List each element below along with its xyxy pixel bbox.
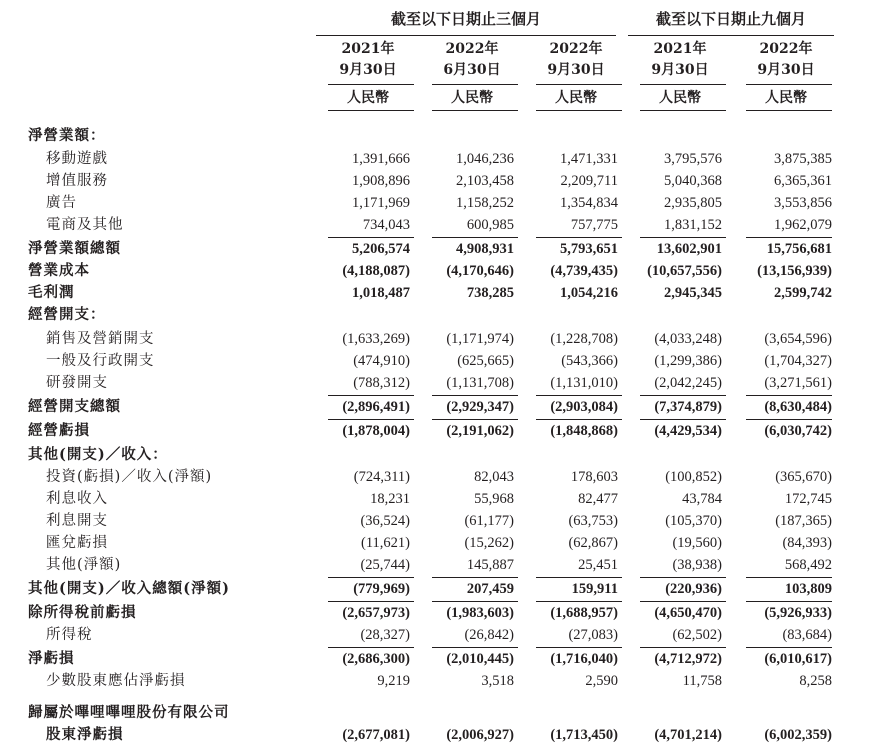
row-value-col-4: (19,560) — [672, 535, 722, 551]
table-row — [0, 372, 869, 394]
subtotal-rule — [746, 237, 832, 238]
row-value-col-1: (11,621) — [361, 535, 410, 551]
column-date-2: 6月30日 — [443, 62, 501, 78]
row-value-col-3: (1,716,040) — [550, 651, 618, 667]
row-value-col-3: 1,471,331 — [560, 151, 618, 167]
column-date-underline-4 — [640, 84, 726, 85]
row-value-col-1: (28,327) — [360, 627, 410, 643]
row-value-col-2: (15,262) — [464, 535, 514, 551]
row-value-col-3: (2,903,084) — [550, 399, 618, 415]
row-value-col-5: (3,654,596) — [764, 331, 832, 347]
column-date-underline-5 — [746, 84, 832, 85]
row-value-col-5: (8,630,484) — [764, 399, 832, 415]
row-label: 銷售及營銷開支 — [46, 331, 155, 347]
row-value-col-2: 55,968 — [474, 491, 514, 507]
table-row — [0, 554, 869, 576]
row-value-col-5: (1,704,327) — [764, 353, 832, 369]
row-value-col-2: 207,459 — [466, 581, 514, 597]
row-value-col-5: (84,393) — [782, 535, 832, 551]
column-header-bottom-rule-3 — [536, 110, 622, 111]
table-row — [0, 170, 869, 192]
row-label: 利息收入 — [46, 491, 108, 507]
row-label: 其他(淨額) — [46, 557, 122, 573]
subtotal-rule — [328, 419, 414, 420]
row-value-col-1: (36,524) — [360, 513, 410, 529]
row-value-col-2: (2,010,445) — [446, 651, 514, 667]
table-row — [0, 214, 869, 236]
row-label: 營業成本 — [28, 262, 90, 279]
row-value-col-3: (1,228,708) — [550, 331, 618, 347]
row-value-col-2: (1,983,603) — [446, 605, 514, 621]
subtotal-rule — [746, 577, 832, 578]
row-value-col-3: (27,083) — [568, 627, 618, 643]
row-value-col-5: (187,365) — [775, 513, 832, 529]
row-value-col-3: (1,848,868) — [550, 423, 618, 439]
row-value-col-2: 2,103,458 — [456, 173, 514, 189]
row-value-col-3: (63,753) — [568, 513, 618, 529]
row-value-col-3: 25,451 — [578, 557, 618, 573]
table-row — [0, 648, 869, 670]
row-label: 除所得稅前虧損 — [28, 604, 137, 621]
row-value-col-4: 11,758 — [682, 673, 722, 689]
subtotal-rule — [536, 237, 622, 238]
row-value-col-3: (1,131,010) — [550, 375, 618, 391]
table-row — [0, 420, 869, 442]
row-value-col-4: (10,657,556) — [647, 263, 722, 279]
table-row — [0, 148, 869, 170]
row-value-col-5: 8,258 — [799, 673, 832, 689]
row-label: 其他(開支)／收入總額(淨額) — [28, 580, 230, 597]
table-row — [0, 238, 869, 260]
subtotal-rule — [746, 395, 832, 396]
row-label: 一般及行政開支 — [46, 353, 155, 369]
subtotal-rule — [432, 395, 518, 396]
row-value-col-3: 82,477 — [578, 491, 618, 507]
row-value-col-1: (2,677,081) — [342, 727, 410, 743]
row-value-col-4: 5,040,368 — [664, 173, 722, 189]
column-currency-3: 人民幣 — [555, 90, 597, 106]
table-row — [0, 466, 869, 488]
row-value-col-1: 5,206,574 — [352, 241, 410, 257]
row-value-col-1: (1,878,004) — [342, 423, 410, 439]
table-row — [0, 510, 869, 532]
column-date-underline-3 — [536, 84, 622, 85]
row-value-col-5: 103,809 — [784, 581, 832, 597]
row-value-col-4: (105,370) — [665, 513, 722, 529]
row-value-col-4: (38,938) — [672, 557, 722, 573]
row-label: 匯兌虧損 — [46, 535, 108, 551]
row-label: 研發開支 — [46, 375, 108, 391]
row-value-col-1: 18,231 — [370, 491, 410, 507]
subtotal-rule — [640, 577, 726, 578]
group-nine-months-title: 截至以下日期止九個月 — [655, 10, 806, 28]
row-value-col-5: (3,271,561) — [764, 375, 832, 391]
row-value-col-2: (4,170,646) — [446, 263, 514, 279]
row-value-col-1: (25,744) — [360, 557, 410, 573]
subtotal-rule — [432, 237, 518, 238]
row-value-col-3: 1,354,834 — [560, 195, 618, 211]
row-value-col-3: (1,713,450) — [550, 727, 618, 743]
subtotal-rule — [746, 601, 832, 602]
row-value-col-2: (26,842) — [464, 627, 514, 643]
row-value-col-5: 6,365,361 — [774, 173, 832, 189]
column-date-1: 9月30日 — [339, 62, 397, 78]
row-value-col-4: (1,299,386) — [654, 353, 722, 369]
row-value-col-2: (61,177) — [464, 513, 514, 529]
row-value-col-2: (2,191,062) — [446, 423, 514, 439]
row-label: 經營開支總額 — [28, 398, 121, 415]
table-row — [0, 602, 869, 624]
row-value-col-3: (543,366) — [561, 353, 618, 369]
row-value-col-4: (4,650,470) — [654, 605, 722, 621]
subtotal-rule — [536, 647, 622, 648]
row-label: 淨營業額總額 — [28, 240, 121, 257]
column-date-5: 9月30日 — [757, 62, 815, 78]
row-value-col-5: 3,553,856 — [774, 195, 832, 211]
table-row — [0, 396, 869, 418]
row-label: 增值服務 — [46, 173, 108, 189]
row-value-col-2: 600,985 — [466, 217, 514, 233]
row-value-col-4: (7,374,879) — [654, 399, 722, 415]
row-value-col-1: 1,391,666 — [352, 151, 410, 167]
row-value-col-5: (365,670) — [775, 469, 832, 485]
column-year-5: 2022年 — [759, 41, 813, 57]
row-value-col-1: (779,969) — [353, 581, 410, 597]
table-row — [0, 282, 869, 304]
row-label: 經營虧損 — [28, 422, 90, 439]
row-value-col-4: (100,852) — [665, 469, 722, 485]
subtotal-rule — [640, 419, 726, 420]
row-value-col-1: 1,171,969 — [352, 195, 410, 211]
row-value-col-3: (4,739,435) — [550, 263, 618, 279]
row-value-col-3: 2,590 — [585, 673, 618, 689]
subtotal-rule — [328, 395, 414, 396]
subtotal-rule — [432, 601, 518, 602]
row-label: 淨營業額： — [28, 127, 106, 144]
row-label: 股東淨虧損 — [46, 726, 124, 743]
row-label: 毛利潤 — [28, 284, 75, 301]
column-currency-1: 人民幣 — [347, 90, 389, 106]
row-value-col-4: (2,042,245) — [654, 375, 722, 391]
row-value-col-4: 1,831,152 — [664, 217, 722, 233]
subtotal-rule — [328, 237, 414, 238]
table-row — [0, 260, 869, 282]
row-label: 歸屬於嗶哩嗶哩股份有限公司 — [28, 704, 230, 721]
row-value-col-5: (6,002,359) — [764, 727, 832, 743]
column-date-4: 9月30日 — [651, 62, 709, 78]
subtotal-rule — [432, 577, 518, 578]
row-value-col-5: 15,756,681 — [766, 241, 832, 257]
row-value-col-2: (2,929,347) — [446, 399, 514, 415]
row-value-col-2: 1,158,252 — [456, 195, 514, 211]
row-value-col-5: 1,962,079 — [774, 217, 832, 233]
row-value-col-4: 2,935,805 — [664, 195, 722, 211]
row-value-col-1: (4,188,087) — [342, 263, 410, 279]
subtotal-rule — [536, 419, 622, 420]
row-value-col-2: (2,006,927) — [446, 727, 514, 743]
group-three-months-title: 截至以下日期止三個月 — [390, 10, 541, 28]
table-row — [0, 328, 869, 350]
subtotal-rule — [640, 237, 726, 238]
row-value-col-3: 2,209,711 — [560, 173, 618, 189]
row-value-col-3: 178,603 — [570, 469, 618, 485]
row-value-col-5: (6,010,617) — [764, 651, 832, 667]
subtotal-rule — [746, 647, 832, 648]
row-value-col-5: 3,875,385 — [774, 151, 832, 167]
row-value-col-3: 1,054,216 — [560, 285, 618, 301]
row-value-col-3: (62,867) — [568, 535, 618, 551]
row-value-col-1: 734,043 — [362, 217, 410, 233]
column-currency-5: 人民幣 — [765, 90, 807, 106]
row-label: 經營開支： — [28, 306, 106, 323]
table-row — [0, 192, 869, 214]
row-label: 投資(虧損)／收入(淨額) — [46, 469, 213, 485]
row-label: 少數股東應佔淨虧損 — [46, 673, 186, 689]
table-row — [0, 624, 869, 646]
row-value-col-2: (1,171,974) — [446, 331, 514, 347]
subtotal-rule — [432, 647, 518, 648]
row-value-col-3: 159,911 — [571, 581, 618, 597]
row-value-col-4: (62,502) — [672, 627, 722, 643]
row-label: 移動遊戲 — [46, 151, 108, 167]
row-value-col-2: 145,887 — [466, 557, 514, 573]
row-value-col-5: (13,156,939) — [757, 263, 832, 279]
table-row — [0, 304, 869, 326]
group-nine-months-underline — [628, 35, 834, 36]
table-row — [0, 488, 869, 510]
row-value-col-5: 2,599,742 — [774, 285, 832, 301]
column-header-bottom-rule-2 — [432, 110, 518, 111]
row-value-col-4: (4,701,214) — [654, 727, 722, 743]
row-value-col-5: (83,684) — [782, 627, 832, 643]
row-value-col-2: 738,285 — [466, 285, 514, 301]
column-header-bottom-rule-5 — [746, 110, 832, 111]
column-date-underline-2 — [432, 84, 518, 85]
row-value-col-4: (4,033,248) — [654, 331, 722, 347]
subtotal-rule — [640, 647, 726, 648]
group-three-months-underline — [316, 35, 616, 36]
table-row — [0, 125, 869, 147]
table-row — [0, 532, 869, 554]
subtotal-rule — [432, 419, 518, 420]
row-value-col-1: (724,311) — [353, 469, 410, 485]
row-value-col-4: (220,936) — [665, 581, 722, 597]
row-value-col-2: 3,518 — [481, 673, 514, 689]
subtotal-rule — [640, 601, 726, 602]
row-value-col-5: 172,745 — [784, 491, 832, 507]
row-value-col-2: 4,908,931 — [456, 241, 514, 257]
table-row — [0, 702, 869, 724]
row-value-col-4: (4,712,972) — [654, 651, 722, 667]
row-value-col-1: (788,312) — [353, 375, 410, 391]
subtotal-rule — [328, 601, 414, 602]
row-value-col-1: (2,686,300) — [342, 651, 410, 667]
row-value-col-1: (1,633,269) — [342, 331, 410, 347]
column-year-2: 2022年 — [445, 41, 499, 57]
subtotal-rule — [640, 395, 726, 396]
column-currency-4: 人民幣 — [659, 90, 701, 106]
column-year-4: 2021年 — [653, 41, 707, 57]
table-row — [0, 578, 869, 600]
row-value-col-3: (1,688,957) — [550, 605, 618, 621]
column-header-bottom-rule-1 — [328, 110, 414, 111]
subtotal-rule — [536, 577, 622, 578]
row-value-col-5: (6,030,742) — [764, 423, 832, 439]
row-value-col-1: (2,657,973) — [342, 605, 410, 621]
row-label: 廣告 — [46, 195, 77, 211]
row-value-col-2: (625,665) — [457, 353, 514, 369]
row-label: 其他(開支)／收入： — [28, 446, 168, 463]
column-year-1: 2021年 — [341, 41, 395, 57]
row-label: 所得稅 — [46, 627, 93, 643]
row-value-col-5: 568,492 — [784, 557, 832, 573]
row-value-col-4: 2,945,345 — [664, 285, 722, 301]
table-row — [0, 670, 869, 692]
column-header-bottom-rule-4 — [640, 110, 726, 111]
column-currency-2: 人民幣 — [451, 90, 493, 106]
row-value-col-4: 43,784 — [682, 491, 722, 507]
row-value-col-1: 1,018,487 — [352, 285, 410, 301]
row-value-col-2: 82,043 — [474, 469, 514, 485]
table-row — [0, 350, 869, 372]
row-value-col-5: (5,926,933) — [764, 605, 832, 621]
row-value-col-3: 5,793,651 — [560, 241, 618, 257]
row-label: 淨虧損 — [28, 650, 75, 667]
row-value-col-4: (4,429,534) — [654, 423, 722, 439]
row-value-col-1: (2,896,491) — [342, 399, 410, 415]
subtotal-rule — [536, 601, 622, 602]
row-value-col-1: 9,219 — [377, 673, 410, 689]
subtotal-rule — [328, 577, 414, 578]
subtotal-rule — [536, 395, 622, 396]
row-value-col-3: 757,775 — [570, 217, 618, 233]
column-date-underline-1 — [328, 84, 414, 85]
row-label: 電商及其他 — [46, 217, 124, 233]
row-label: 利息開支 — [46, 513, 108, 529]
row-value-col-1: (474,910) — [353, 353, 410, 369]
subtotal-rule — [746, 419, 832, 420]
row-value-col-1: 1,908,896 — [352, 173, 410, 189]
table-row — [0, 444, 869, 466]
row-value-col-4: 3,795,576 — [664, 151, 722, 167]
row-value-col-4: 13,602,901 — [656, 241, 722, 257]
row-value-col-2: (1,131,708) — [446, 375, 514, 391]
column-date-3: 9月30日 — [547, 62, 605, 78]
subtotal-rule — [328, 647, 414, 648]
column-year-3: 2022年 — [549, 41, 603, 57]
table-row — [0, 724, 869, 746]
row-value-col-2: 1,046,236 — [456, 151, 514, 167]
